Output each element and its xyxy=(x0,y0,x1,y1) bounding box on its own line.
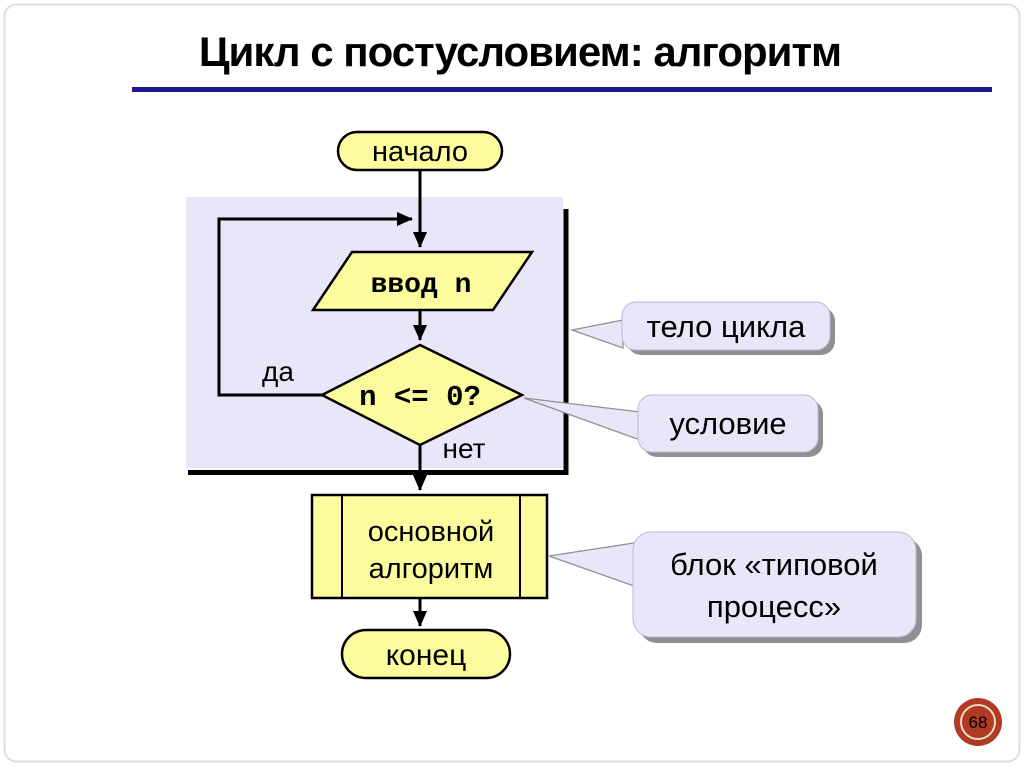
callout-condition xyxy=(524,395,823,457)
callout-loop-body-tail xyxy=(572,320,623,348)
callout-condition-label: условие xyxy=(669,406,787,441)
node-process xyxy=(312,495,547,598)
page-number-badge xyxy=(954,698,1002,746)
node-start-label: начало xyxy=(371,136,469,168)
callout-process-block-label-line1: блок «типовой xyxy=(670,547,878,582)
node-end-label: конец xyxy=(385,639,467,672)
page-title: Цикл с постусловием: алгоритм xyxy=(198,28,842,75)
callout-process-block xyxy=(549,532,922,643)
callout-loop-body xyxy=(572,302,835,355)
callout-process-block-tail xyxy=(549,543,634,586)
branch-yes-label: да xyxy=(262,356,294,387)
node-condition-label: n <= 0? xyxy=(359,381,481,414)
node-input-label: ввод n xyxy=(370,270,472,301)
loop-body-region xyxy=(186,197,563,468)
branch-no-label: нет xyxy=(442,433,486,464)
node-start xyxy=(338,132,502,170)
node-process-label-line2: алгоритм xyxy=(368,553,494,585)
callout-process-block-label-line2: процесс» xyxy=(706,589,842,624)
page-number: 68 xyxy=(968,713,988,732)
node-end xyxy=(342,630,510,678)
callout-loop-body-label: тело цикла xyxy=(646,309,806,344)
node-process-label-line1: основной xyxy=(367,516,495,548)
node-input xyxy=(313,252,532,310)
